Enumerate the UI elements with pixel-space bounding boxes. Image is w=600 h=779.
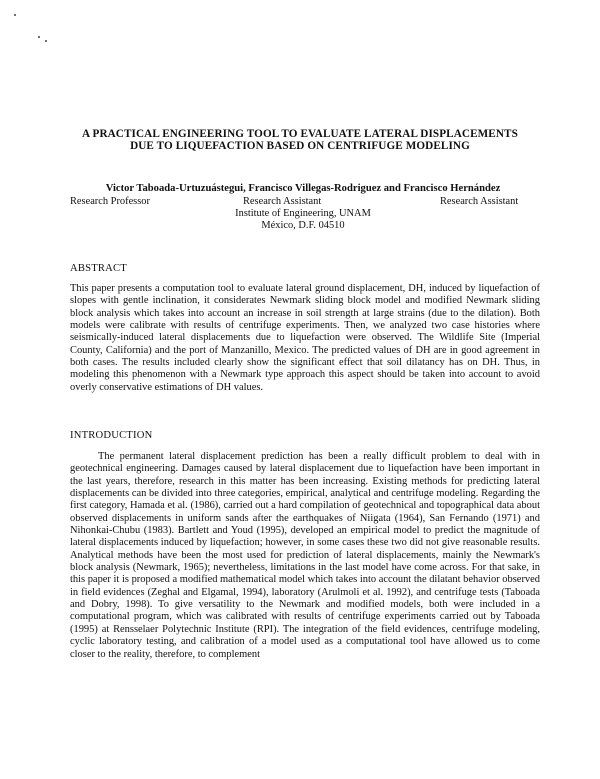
institute-name: Institute of Engineering, UNAM [235,208,371,219]
institute-address: México, D.F. 04510 [261,220,345,231]
abstract-heading: ABSTRACT [70,263,127,274]
introduction-heading: INTRODUCTION [70,430,153,441]
introduction-text: The permanent lateral displacement prediction has been a really difficult problem to deal with in geotechnical engineering. Damages caused by lateral displacement due to liquefaction have been important in the last years, therefore, research in this matter has been increasing. Existing methods for predicting lateral displacements can be divided into three categories, empirical, analytical and centrifuge modeling. Regarding the first category, Hamada et al. (1986), carried out a hard compilation of geotechnical and topographical data about observed displacements in uniform sands after the earthquakes of Niigata (1964), San Fernando (1971) and Nihonkai-Chubu (1983). Bartlett and Youd (1995), developed an empirical model to predict the magnitude of lateral displacements induced by liquefaction; however, in some cases these two did not give reasonable results. Analytical methods have been the most used for prediction of lateral displacements, mainly the Newmark's block analysis (Newmark, 1965); nevertheless, limitations in the last model have come across. For that sake, in this paper it is proposed a modified mathematical model which takes into account the dilatant behavior observed in field evidences (Zeghal and Elgamal, 1994), laboratory (Arulmoli et al. 1992), and centrifuge tests (Taboada and Dobry, 1998). To give versatility to the Newmark and modified models, both were included in a computational program, which was calibrated with results of centrifuge experiments carried out by Taboada (1995) at Rensselaer Polytechnic Institute (RPI). The integration of the field evidences, centrifuge modeling, cyclic laboratory testing, and calibration of a model used as a computational tool have allowed us to come closer to the reality, therefore, to complement [70,451,540,660]
paper-title: A PRACTICAL ENGINEERING TOOL TO EVALUATE LATERAL DISPLACEMENTS DUE TO LIQUEFACTION BASED ON CENTRIFUGE MODELING [82,128,518,152]
author-role-3: Research Assistant [440,196,519,207]
scan-speck [45,40,47,42]
abstract-text: This paper presents a computation tool to evaluate lateral ground displacement, DH, induced by liquefaction of slopes with gentle inclination, it considerates Newmark sliding block model and modified Newmark sliding block analysis which takes into account an increase in soil strength at large strains (due to the dilation). Both models were calibrate with results of centrifuge experiments. Then, we analyzed two case histories where seismically-induced lateral displacements due to liquefaction were observed. The Wildlife Site (Imperial County, California) and the port of Manzanillo, Mexico. The predicted values of DH are in good agreement in both cases. The results included clearly show the significant effect that soil dilatancy has on DH. Thus, in modeling this phenomenon with a Newmark type approach this aspect should be taken into account to avoid overly conservative estimations of DH values. [70,283,540,393]
scan-speck [38,36,40,38]
affiliation-block [60,208,546,232]
scan-speck [14,14,16,16]
author-role-1: Research Professor [70,196,150,207]
author-list: Victor Taboada-Urtuzuástegui, Francisco Villegas-Rodriguez and Francisco Hernández [105,183,501,194]
author-role-2: Research Assistant [243,196,322,207]
